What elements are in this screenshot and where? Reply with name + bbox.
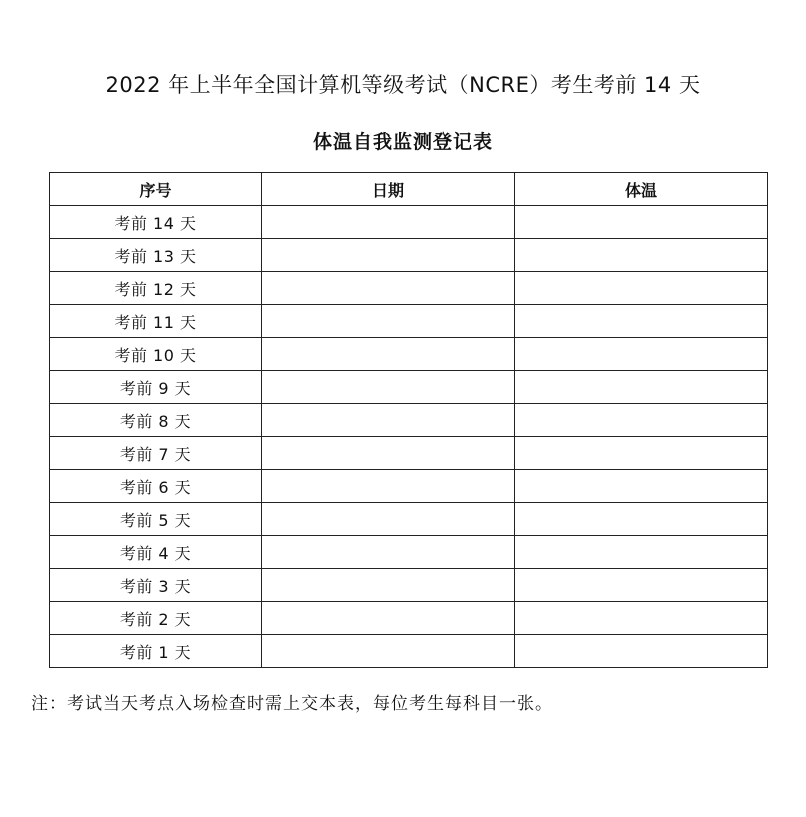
row-seq-cell: 考前 2 天 — [50, 602, 262, 635]
row-date-cell — [262, 272, 515, 305]
document-subtitle: 体温自我监测登记表 — [312, 131, 493, 153]
header-date: 日期 — [262, 173, 515, 206]
row-temperature-cell — [515, 305, 768, 338]
table-row — [50, 305, 768, 338]
table-row — [50, 569, 768, 602]
table-row — [50, 503, 768, 536]
row-temperature-cell — [515, 206, 768, 239]
row-date-cell — [262, 470, 515, 503]
row-temperature-cell — [515, 239, 768, 272]
header-seq: 序号 — [50, 173, 262, 206]
row-temperature-cell — [515, 635, 768, 668]
row-seq-cell: 考前 7 天 — [50, 437, 262, 470]
table-row — [50, 470, 768, 503]
row-seq-cell: 考前 5 天 — [50, 503, 262, 536]
table-row — [50, 338, 768, 371]
row-seq-cell: 考前 9 天 — [50, 371, 262, 404]
table-row — [50, 635, 768, 668]
row-date-cell — [262, 602, 515, 635]
row-date-cell — [262, 536, 515, 569]
row-temperature-cell — [515, 602, 768, 635]
row-temperature-cell — [515, 536, 768, 569]
table-row — [50, 371, 768, 404]
row-seq-cell: 考前 1 天 — [50, 635, 262, 668]
row-temperature-cell — [515, 503, 768, 536]
row-date-cell — [262, 206, 515, 239]
row-seq-cell: 考前 13 天 — [50, 239, 262, 272]
row-date-cell — [262, 338, 515, 371]
row-temperature-cell — [515, 404, 768, 437]
row-seq-cell: 考前 4 天 — [50, 536, 262, 569]
row-temperature-cell — [515, 437, 768, 470]
row-seq-cell: 考前 14 天 — [50, 206, 262, 239]
row-temperature-cell — [515, 272, 768, 305]
row-temperature-cell — [515, 338, 768, 371]
table-row — [50, 404, 768, 437]
row-temperature-cell — [515, 371, 768, 404]
row-date-cell — [262, 371, 515, 404]
row-temperature-cell — [515, 470, 768, 503]
table-row — [50, 602, 768, 635]
table-row — [50, 536, 768, 569]
row-date-cell — [262, 569, 515, 602]
row-seq-cell: 考前 11 天 — [50, 305, 262, 338]
table-body — [50, 206, 768, 668]
table-row — [50, 239, 768, 272]
row-seq-cell: 考前 8 天 — [50, 404, 262, 437]
row-seq-cell: 考前 3 天 — [50, 569, 262, 602]
table-header — [50, 173, 768, 206]
row-date-cell — [262, 503, 515, 536]
footnote: 注：考试当天考点入场检查时需上交本表，每位考生每科目一张。 — [31, 694, 553, 714]
row-temperature-cell — [515, 569, 768, 602]
row-seq-cell: 考前 10 天 — [50, 338, 262, 371]
row-date-cell — [262, 404, 515, 437]
table-row — [50, 206, 768, 239]
row-date-cell — [262, 305, 515, 338]
table-row — [50, 272, 768, 305]
header-temperature: 体温 — [515, 173, 768, 206]
table-header-row — [50, 173, 768, 206]
document-title: 2022 年上半年全国计算机等级考试（NCRE）考生考前 14 天 — [105, 73, 701, 97]
row-date-cell — [262, 239, 515, 272]
row-seq-cell: 考前 6 天 — [50, 470, 262, 503]
temperature-log-table — [49, 172, 768, 668]
row-date-cell — [262, 437, 515, 470]
row-seq-cell: 考前 12 天 — [50, 272, 262, 305]
table-row — [50, 437, 768, 470]
row-date-cell — [262, 635, 515, 668]
